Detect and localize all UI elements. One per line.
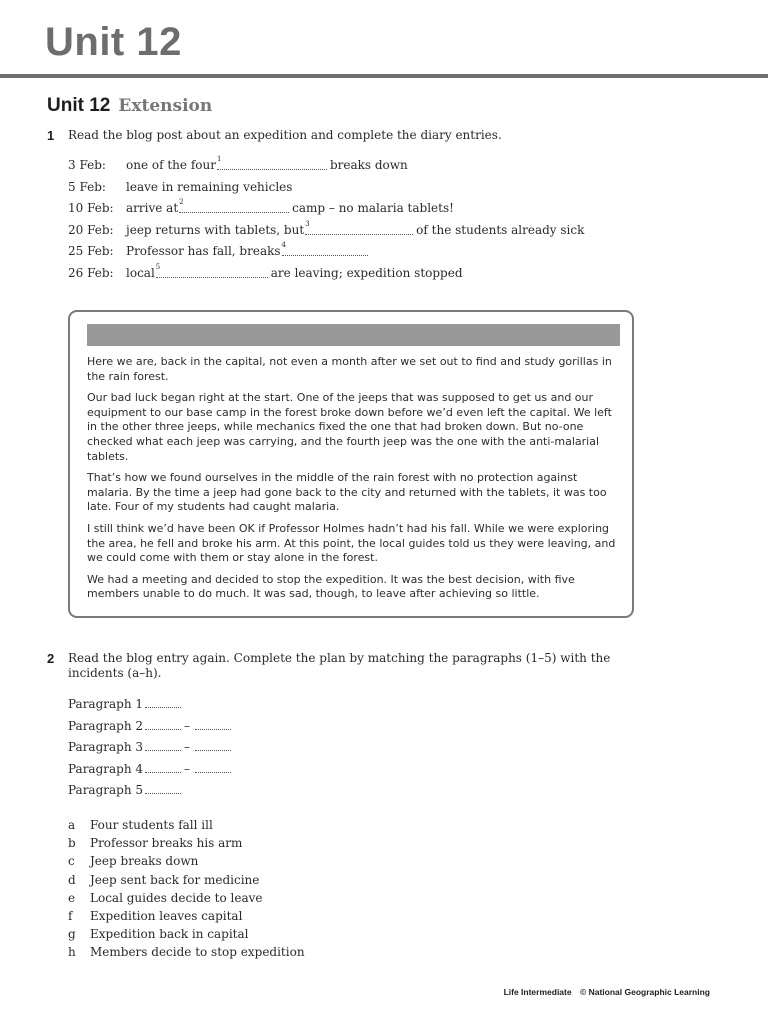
incident-text: Four students fall ill — [90, 818, 213, 832]
blog-title-bar — [87, 324, 620, 346]
diary-entry — [68, 241, 584, 266]
plan-dash: – — [184, 718, 191, 733]
blog-post-box — [68, 310, 634, 618]
incident-list — [68, 818, 305, 964]
diary-entry — [68, 262, 584, 288]
blog-paragraph-1: Here we are, back in the capital, not even a month after we set out to find and study gorillas in the rain forest. — [87, 355, 612, 383]
footer-publisher: © National Geographic Learning — [579, 987, 710, 997]
incident-text: Local guides decide to leave — [90, 890, 263, 905]
blog-paragraph-2: Our bad luck began right at the start. One of the jeeps that was supposed to get us and our equipment to our base camp in the forest broke down before we’d even left the capital. We left in the other three jeeps, while mechanics fixed the one that had broken down. But no-one checked what each jeep was carrying, and the fourth jeep was the one with the anti-malarial tablets. — [87, 391, 612, 463]
plan-gap[interactable] — [195, 739, 231, 751]
paragraph-plan — [68, 696, 231, 804]
question-2-number: 2 — [47, 651, 55, 666]
plan-gap[interactable] — [145, 739, 181, 751]
section-extension: Extension — [118, 96, 213, 116]
incident-item — [68, 818, 305, 836]
diary-text: camp – no malaria tablets! — [292, 201, 454, 215]
incident-letter: b — [68, 836, 76, 851]
diary-entry — [68, 180, 584, 202]
diary-date: 25 Feb: — [68, 244, 114, 258]
plan-dash: – — [184, 740, 191, 754]
incident-item — [68, 836, 305, 854]
plan-row — [68, 718, 231, 740]
answer-gap-3[interactable]: 3 — [305, 223, 413, 235]
incident-text: Expedition back in capital — [90, 927, 249, 942]
incident-item — [68, 945, 305, 963]
diary-text: breaks down — [329, 158, 408, 172]
incident-letter: g — [68, 927, 76, 942]
diary-date: 5 Feb: — [68, 179, 106, 194]
blog-text — [87, 355, 617, 609]
plan-gap[interactable] — [145, 782, 181, 794]
section-unit: Unit 12 — [47, 95, 111, 116]
footer-book-title: Life Intermediate — [503, 987, 572, 997]
plan-row — [68, 739, 231, 761]
question-2-instruction: Read the blog entry again. Complete the plan by matching the paragraphs (1–5) with the incidents (a–h). — [68, 651, 611, 680]
diary-entries — [68, 155, 585, 287]
plan-label: Paragraph 5 — [68, 783, 144, 797]
incident-letter: e — [68, 890, 76, 905]
incident-text: Jeep breaks down — [90, 854, 199, 869]
diary-text: local — [126, 265, 155, 280]
diary-entry — [68, 155, 584, 180]
plan-row — [68, 761, 231, 783]
incident-item — [68, 854, 305, 872]
incident-item — [68, 909, 305, 927]
plan-label: Paragraph 2 — [68, 718, 144, 733]
incident-letter: f — [68, 908, 73, 923]
answer-gap-1[interactable]: 1 — [217, 158, 327, 170]
incident-letter: c — [68, 854, 75, 869]
diary-text: arrive at — [126, 201, 179, 215]
incident-text: Professor breaks his arm — [90, 836, 243, 851]
unit-header: Unit 12 — [45, 20, 182, 64]
diary-date: 10 Feb: — [68, 201, 114, 215]
question-1-instruction: Read the blog post about an expedition and complete the diary entries. — [68, 128, 502, 142]
answer-gap-2[interactable]: 2 — [179, 201, 289, 213]
incident-text: Members decide to stop expedition — [90, 945, 305, 960]
answer-gap-5[interactable]: 5 — [156, 266, 268, 278]
plan-row — [68, 782, 231, 804]
plan-label: Paragraph 4 — [68, 761, 144, 776]
diary-entry — [68, 198, 584, 223]
diary-text: leave in remaining vehicles — [126, 179, 293, 194]
plan-gap[interactable] — [145, 761, 181, 773]
page-footer — [504, 987, 710, 997]
diary-text: jeep returns with tablets, but — [126, 222, 305, 237]
plan-gap[interactable] — [145, 718, 181, 730]
section-title — [47, 94, 212, 117]
plan-label: Paragraph 3 — [68, 740, 144, 754]
header-rule — [0, 74, 768, 78]
diary-date: 3 Feb: — [68, 158, 106, 172]
blog-paragraph-4: I still think we’d have been OK if Professor Holmes hadn’t had his fall. While we were exploring the area, he fell and broke his arm. At this point, the local guides told us they were leaving, and we could come with them or stay alone in the forest. — [87, 521, 616, 565]
plan-row — [68, 696, 231, 718]
answer-gap-4[interactable]: 4 — [282, 244, 368, 256]
incident-text: Jeep sent back for medicine — [90, 872, 260, 887]
diary-text: are leaving; expedition stopped — [270, 265, 463, 280]
incident-item — [68, 927, 305, 945]
incident-item — [68, 873, 305, 891]
incident-letter: a — [68, 818, 76, 832]
diary-date: 20 Feb: — [68, 222, 114, 237]
diary-text: of the students already sick — [416, 222, 585, 237]
plan-dash: – — [184, 761, 191, 776]
plan-gap[interactable] — [145, 696, 181, 708]
blog-paragraph-3: That’s how we found ourselves in the middle of the rain forest with no protection against malaria. By the time a jeep had gone back to the city and returned with the tablets, it was too late. Four of my students had caught malaria. — [87, 471, 607, 514]
diary-text: Professor has fall, breaks — [126, 244, 281, 258]
diary-entry — [68, 219, 585, 245]
incident-letter: h — [68, 945, 76, 960]
incident-item — [68, 891, 305, 909]
incident-text: Expedition leaves capital — [90, 908, 243, 923]
plan-gap[interactable] — [195, 761, 231, 773]
diary-date: 26 Feb: — [68, 265, 114, 280]
blog-paragraph-5: We had a meeting and decided to stop the expedition. It was the best decision, with five members unable to do much. It was sad, though, to leave after achieving so little. — [87, 572, 575, 601]
incident-letter: d — [68, 872, 76, 887]
question-1-number: 1 — [47, 128, 55, 143]
diary-text: one of the four — [126, 158, 216, 172]
plan-gap[interactable] — [195, 718, 231, 730]
plan-label: Paragraph 1 — [68, 697, 144, 711]
